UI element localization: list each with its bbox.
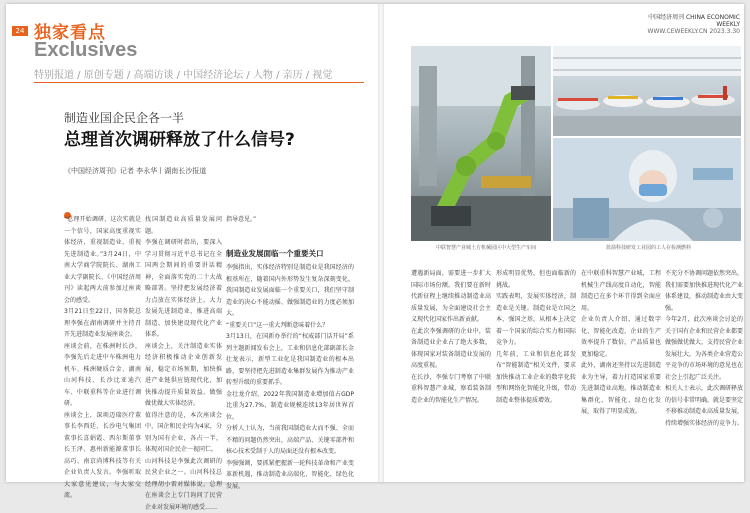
photo-robot-arm (411, 46, 551, 241)
right-column-4: 不充分不协调问题依然突出，我们需要加快推进现代化产业体系建设，推动制造业由大变强。 今年2月，此次座谈会讨论的关于国有企业和民营企业都要做强做优做大，支持民营企业发展壮大，为各类企业营造公平竞争的市场环境的意见也在社会上引起广泛关注。 相关人士表示，此次调研释放的信号非常明确，就是要坚定不移推动制造业高质量发展，持续增强实体经济的竞争力。 (665, 270, 744, 427)
body-column-3: 李强指出，实体经济特别是制造业是我国经济的根基所在，随着国内外形势发生复杂深刻变化，我国制造业发展面临一个重要关口，我们坚守制造业的决心不能动摇、做强制造业的力度必须加大。 “重要关口”这一重大判断意味着什么？ 3月13日，在国新办举行的“权威部门话开局”系列主题新闻发布会上，工业和信息化部副部长金壮龙表示，新型工业化是我国制造业的根本出路，要坚持把先进制造业集群发展作为推动产业转型升级的重要抓手。 金壮龙介绍，2022年我国制造业增加值占GDP比重为27.7%，制造业规模连续13年居世界首位。 分析人士认为，当前我国制造业大而不强、全而不精的问题仍然突出，高端产品、关键零部件和核心技术受制于人的局面还没有根本改变。 李强强调，要抓紧把握新一轮科技革命和产业变革新机遇，推动制造业高端化、智能化、绿色化发展。 (226, 264, 354, 490)
section-title-en: Exclusives (34, 39, 138, 61)
article-kicker: 制造业国企民企各一半 (64, 111, 185, 125)
photo-caption-left: 中联智慧产业城土方机械园区中大型生产车间 (436, 245, 537, 251)
aircraft-illustration (553, 46, 741, 136)
article-subhead: 制造业发展面临一个重要关口 (226, 249, 324, 258)
photo-caption-right: 蓝箭科技研发工业园的工人在检测燃料 (606, 245, 692, 251)
robot-arm-illustration (411, 46, 551, 241)
right-column-2: 形成明显优势，但也面临新的挑战。 实践表明，发展实体经济，制造业是关键。制造业是立国之本、强国之基，从根本上决定着一个国家的综合实力和国际竞争力。 几年前，工业和信息化部发布“智能制造”相关文件，要求加快推动工业企业的数字化转型和网络化智能化升级，带动制造业整体提质增效。 (496, 270, 576, 404)
page-number: 24 (12, 26, 28, 36)
section-nav: 特别报道 / 原创专题 / 高端访谈 / 中国经济论坛 / 人物 / 亲历 / 视觉 (34, 70, 333, 81)
photo-aircraft-hangar (553, 46, 741, 136)
article-byline: 《中国经济周刊》记者 李永华丨湖南长沙报道 (64, 167, 207, 175)
masthead (630, 12, 740, 35)
body-column-1: “总理开始调研，这次实就是一个信号，国家高度重视实体经济，重视制造业，重视先进制造业。”3月24日，中南大学商学院院长、湖南工业大学副院长、《中国经济周刊》读起两大前参加过座谈会的感受。 3月21日至22日，国务院总理李强在湖南调研并主持召开先进制造业发展座谈会。 座谈会前，在株洲时长沙，李强先后走进中车株洲电力机车、株洲硬质合金、湖南山河科技、长沙比亚迪汽车、中联重科等企业进行调研。 座谈会上，深圳迈瑞医疗董事长李西廷、长沙电气集团董事长喜娟霞、西尔斯董事长王泽、惠州新能源董事长高巧、南京尚博科技等有关企业负责人发言。李强听取大家意见建议，与大家交流。 (64, 216, 141, 499)
body-column-2: 找国制造业高质量发展问题。 李强在调研时指出，要深入学习贯彻习近平总书记在全国两会期间的重要讲话精神，全面落实党的二十大战略部署。坚持把发展经济着力点放在实体经济上，大力发展先进制造业，推进高端制造、加快建设现代化产业体系。 座谈会上，关注制造业实体经济积极推动企业创新发展，稳定市场预期，加快推进产业链供应链现代化，加快推动提升质量效益，做强做优做大实体经济。 值得注意的是，本次座谈会中，国企和民企均为4家，分别为国有企业，各占一半，体现对国企民企一视同仁。 山河科技是李强此次调研的民营企业之一。山河科技总经理胡小雷对媒体说，总理在座谈会上专门询问了民营企业对发展环境的感受…… (145, 216, 222, 511)
photo-lab-worker (553, 138, 741, 241)
lab-worker-illustration (553, 138, 741, 241)
right-column-3: 在中联重科智慧产业城，工程机械生产线高度自动化，智能制造已在多个环节得到全面应用。 企业负责人介绍，通过数字化、智能化改造，企业的生产效率提升了数倍，产品质量也更加稳定。 此外，湖南还坚持以先进制造业为主导，着力打造国家重要先进制造业高地，推动制造业集群化、智能化、绿色化发展，取得了明显成效。 (581, 270, 661, 415)
magazine-spread (6, 4, 744, 511)
masthead-title: 中国经济周刊 CHINA ECONOMIC WEEKLY (648, 14, 740, 28)
article-headline: 总理首次调研释放了什么信号? (64, 130, 295, 150)
page-gutter (378, 4, 384, 482)
header-rule (34, 82, 364, 83)
body-column-3-top: 指导意见。” (226, 216, 257, 223)
right-column-1: 遭遇新局面，需要进一步扩大国际市场份额。我们要在新时代新征程上继续推动制造业高质量发展，为全面建设社会主义现代化国家作出新贡献。 在此次李强调研的企业中，装备制造业企业占了绝大多数，体现国家对装备制造业发展的高度重视。 在长沙，李强专门考察了中联重科智慧产业城，察看装备制造企业的智能化生产情况。 (411, 270, 491, 404)
section-title-zh: 独家看点 (34, 23, 106, 43)
masthead-issue: WWW.CEWEEKLY.CN 2023.3.30 (647, 28, 740, 35)
